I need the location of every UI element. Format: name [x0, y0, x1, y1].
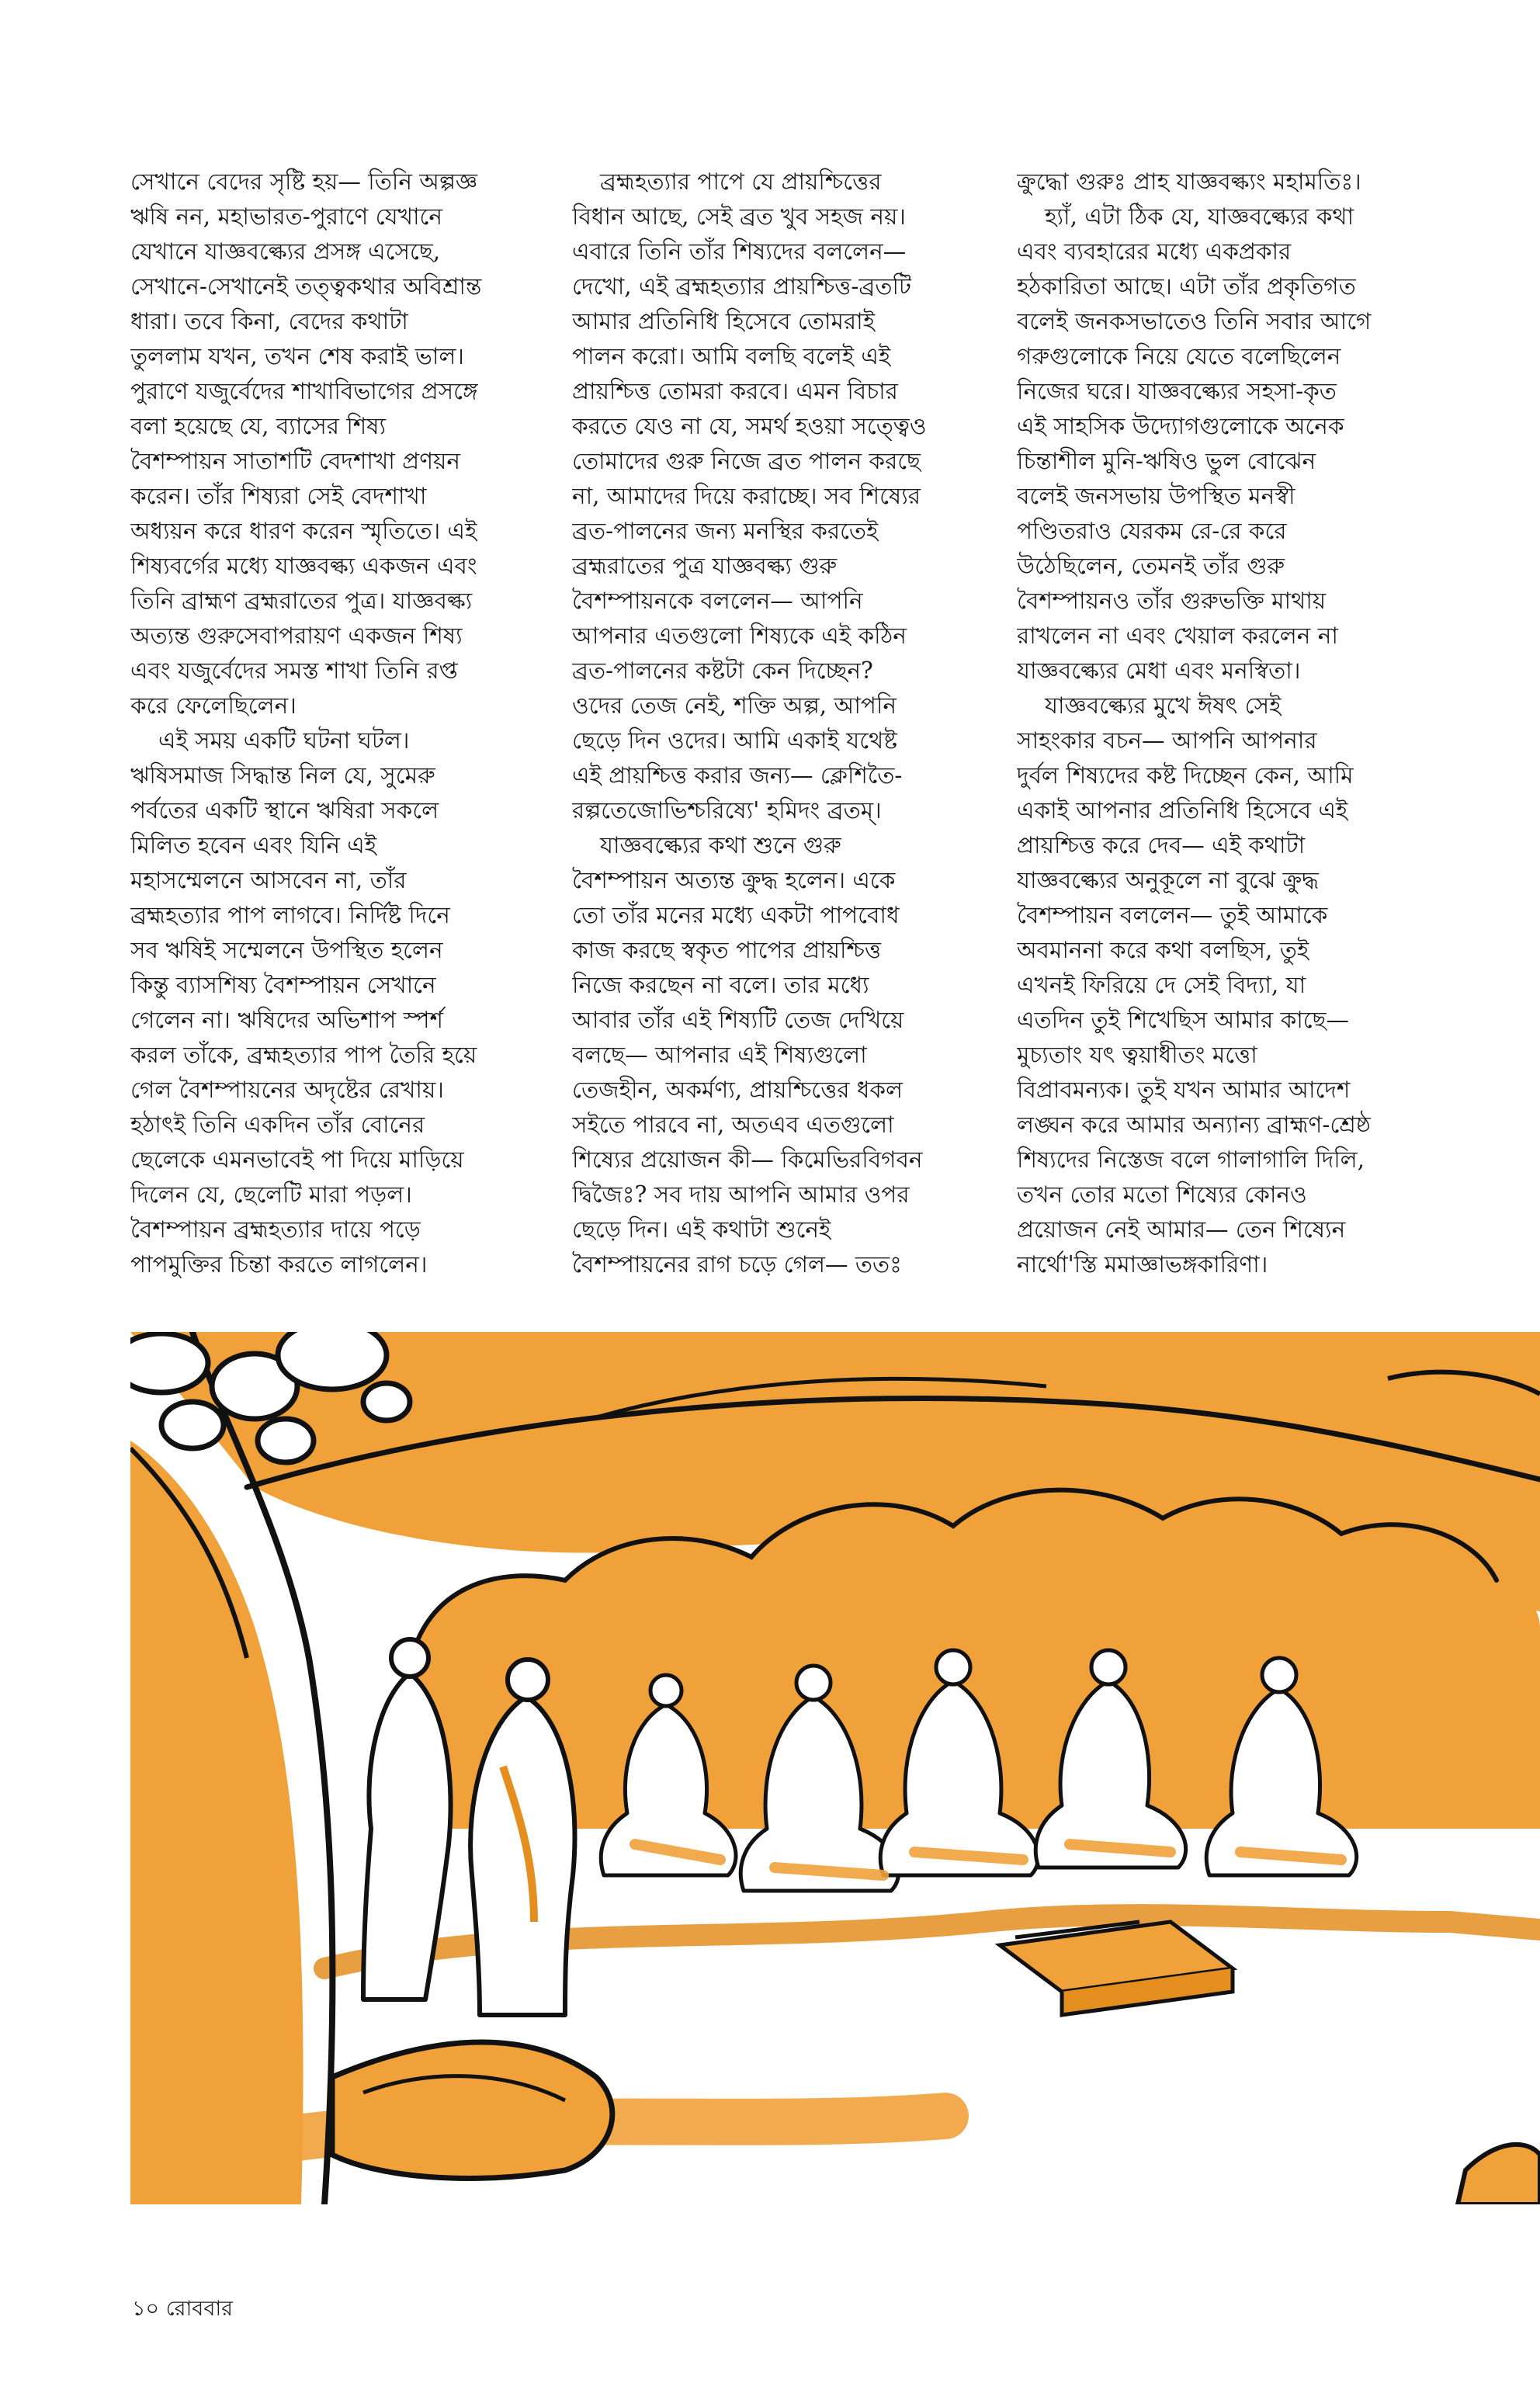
text-line: চিন্তাশীল মুনি-ঋষিও ভুল বোঝেন	[1017, 448, 1316, 474]
text-line: তখন তোর মতো শিষ্যের কোনও	[1017, 1181, 1307, 1208]
text-line: বৈশম্পায়ন অত্যন্ত ক্রুদ্ধ হলেন। একে	[572, 867, 896, 893]
text-line: এতদিন তুই শিখেছিস আমার কাছে—	[1017, 1007, 1350, 1033]
text-line: করতে যেও না যে, সমর্থ হওয়া সত্ত্বেও	[572, 413, 927, 439]
text-line: শিষ্যের প্রয়োজন কী— কিমেভিরবিগবন	[572, 1146, 923, 1173]
text-line: প্রায়শ্চিত্ত তোমরা করবে। এমন বিচার	[572, 378, 898, 404]
text-line: বৈশম্পায়নের রাগ চড়ে গেল— ততঃ	[572, 1251, 902, 1278]
text-line: সইতে পারবে না, অতএব এতগুলো	[572, 1112, 894, 1138]
text-line: পণ্ডিতরাও যেরকম রে-রে করে	[1017, 518, 1287, 544]
text-line: লঙ্ঘন করে আমার অন্যান্য ব্রাহ্মণ-শ্রেষ্ঠ	[1017, 1112, 1371, 1138]
text-line: ব্রত-পালনের কষ্টটা কেন দিচ্ছেন?	[572, 657, 873, 684]
sages-illustration	[130, 1332, 1540, 2204]
page-folio: ১০ রোববার	[132, 2297, 234, 2321]
text-line: দ্বিজৈঃ? সব দায় আপনি আমার ওপর	[572, 1181, 910, 1208]
text-line: এই প্রায়শ্চিত্ত করার জন্য— ক্লেশিতৈ-	[572, 762, 903, 789]
text-line: এই সাহসিক উদ্যোগগুলোকে অনেক	[1017, 413, 1344, 439]
text-line: প্রায়শ্চিত্ত করে দেব— এই কথাটা	[1017, 832, 1306, 858]
text-line: ব্রহ্মরাতের পুত্র যাজ্ঞবল্ক্য গুরু	[572, 553, 838, 579]
text-line: নার্থো'স্তি মমাজ্ঞাভঙ্গকারিণা।	[1017, 1251, 1268, 1278]
text-line: রল্পতেজোভিশ্চরিষ্যে' হমিদং ব্রতম্।	[572, 797, 882, 824]
text-line: হ্যাঁ, এটা ঠিক যে, যাজ্ঞবল্ক্যের কথা	[1045, 203, 1354, 230]
text-line: উঠেছিলেন, তেমনই তাঁর গুরু	[1017, 553, 1285, 579]
text-line: এই সময় একটি ঘটনা ঘটল।	[158, 727, 410, 754]
text-line: মহাসম্মেলনে আসবেন না, তাঁর	[130, 867, 407, 893]
text-line: বিপ্রাবমন্যক। তুই যখন আমার আদেশ	[1017, 1077, 1351, 1103]
text-line: পাপমুক্তির চিন্তা করতে লাগলেন।	[130, 1251, 428, 1278]
text-line: তো তাঁর মনের মধ্যে একটা পাপবোধ	[572, 902, 900, 928]
text-line: বৈশম্পায়ন সাতাশটি বেদশাখা প্রণয়ন	[130, 448, 461, 474]
text-line: সেখানে-সেখানেই তত্ত্বকথার অবিশ্রান্ত	[130, 273, 482, 300]
text-line: তেজহীন, অকর্মণ্য, প্রায়শ্চিত্তের ধকল	[572, 1077, 904, 1103]
text-line: হঠকারিতা আছে। এটা তাঁর প্রকৃতিগত	[1017, 273, 1356, 300]
text-line: বৈশম্পায়নকে বললেন— আপনি	[572, 588, 863, 614]
text-line: ব্রত-পালনের জন্য মনস্থির করতেই	[572, 518, 879, 544]
text-line: ঋষিসমাজ সিদ্ধান্ত নিল যে, সুমেরু	[130, 762, 435, 789]
text-line: পর্বতের একটি স্থানে ঋষিরা সকলে	[130, 797, 439, 824]
text-line: ছেড়ে দিন ওদের। আমি একাই যথেষ্ট	[572, 727, 897, 754]
article-column-3	[1017, 165, 1405, 1282]
text-line: ব্রহ্মহত্যার পাপে যে প্রায়শ্চিত্তের	[600, 168, 882, 195]
text-line: একাই আপনার প্রতিনিধি হিসেবে এই	[1017, 797, 1348, 824]
text-line: গেল বৈশম্পায়নের অদৃষ্টের রেখায়।	[130, 1077, 444, 1103]
text-line: তিনি ব্রাহ্মণ ব্রহ্মরাতের পুত্র। যাজ্ঞবল্ক্য	[130, 588, 473, 614]
text-line: সাহংকার বচন— আপনি আপনার	[1017, 727, 1317, 754]
illustration	[130, 1332, 1540, 2204]
text-line: করেন। তাঁর শিষ্যরা সেই বেদশাখা	[130, 483, 427, 509]
text-line: হঠাৎই তিনি একদিন তাঁর বোনের	[130, 1112, 425, 1138]
article-column-2	[572, 165, 960, 1282]
text-line: এবং যজুর্বেদের সমস্ত শাখা তিনি রপ্ত	[130, 657, 458, 684]
text-line: তুললাম যখন, তখন শেষ করাই ভাল।	[130, 343, 464, 369]
text-line: করল তাঁকে, ব্রহ্মহত্যার পাপ তৈরি হয়ে	[130, 1042, 477, 1068]
text-line: বলেই জনসভায় উপস্থিত মনস্বী	[1017, 483, 1295, 509]
article-column-1	[130, 165, 519, 1282]
text-line: বলেই জনকসভাতেও তিনি সবার আগে	[1017, 308, 1372, 335]
text-line: অত্যন্ত গুরুসেবাপরায়ণ একজন শিষ্য	[130, 623, 463, 649]
text-line: বলছে— আপনার এই শিষ্যগুলো	[572, 1042, 867, 1068]
text-line: বিধান আছে, সেই ব্রত খুব সহজ নয়।	[572, 203, 906, 230]
text-line: সব ঋষিই সম্মেলনে উপস্থিত হলেন	[130, 937, 443, 963]
text-line: গেলেন না। ঋষিদের অভিশাপ স্পর্শ	[130, 1007, 443, 1033]
text-line: যাজ্ঞবল্ক্যের মেধা এবং মনস্বিতা।	[1017, 657, 1301, 684]
text-line: করে ফেলেছিলেন।	[130, 692, 297, 719]
text-line: মুচ্যতাং যৎ ত্বয়াধীতং মত্তো	[1017, 1042, 1257, 1068]
text-line: এখনই ফিরিয়ে দে সেই বিদ্যা, যা	[1017, 972, 1306, 998]
text-line: তোমাদের গুরু নিজে ব্রত পালন করছে	[572, 448, 921, 474]
text-line: পুরাণে যজুর্বেদের শাখাবিভাগের প্রসঙ্গে	[130, 378, 478, 404]
text-line: যাজ্ঞবল্ক্যের কথা শুনে গুরু	[600, 832, 841, 858]
text-line: বলা হয়েছে যে, ব্যাসের শিষ্য	[130, 413, 387, 439]
text-line: ছেলেকে এমনভাবেই পা দিয়ে মাড়িয়ে	[130, 1146, 464, 1173]
text-line: আপনার এতগুলো শিষ্যকে এই কঠিন	[572, 623, 907, 649]
text-line: দিলেন যে, ছেলেটি মারা পড়ল।	[130, 1181, 412, 1208]
text-line: ক্রুদ্ধো গুরুঃ প্রাহ যাজ্ঞবল্ক্যং মহামতিঃ।	[1017, 168, 1361, 195]
text-line: যাজ্ঞবল্ক্যের মুখে ঈষৎ সেই	[1045, 692, 1282, 719]
text-line: মিলিত হবেন এবং যিনি এই	[130, 832, 377, 858]
text-line: বৈশম্পায়ন বললেন— তুই আমাকে	[1017, 902, 1328, 928]
text-line: না, আমাদের দিয়ে করাচ্ছে। সব শিষ্যের	[572, 483, 921, 509]
text-line: ঋষি নন, মহাভারত-পুরাণে যেখানে	[130, 203, 442, 230]
text-line: এবারে তিনি তাঁর শিষ্যদের বললেন—	[572, 238, 907, 265]
text-line: রাখলেন না এবং খেয়াল করলেন না	[1017, 623, 1338, 649]
text-line: যাজ্ঞবল্ক্যের অনুকূলে না বুঝে ক্রুদ্ধ	[1017, 867, 1319, 893]
text-line: শিষ্যদের নিস্তেজ বলে গালাগালি দিলি,	[1017, 1146, 1365, 1173]
text-line: ছেড়ে দিন। এই কথাটা শুনেই	[572, 1216, 831, 1243]
text-line: সেখানে বেদের সৃষ্টি হয়— তিনি অল্পজ্ঞ	[130, 168, 478, 195]
text-line: যেখানে যাজ্ঞবল্ক্যের প্রসঙ্গ এসেছে,	[130, 238, 441, 265]
text-line: অধ্যয়ন করে ধারণ করেন স্মৃতিতে। এই	[130, 518, 477, 544]
text-line: এবং ব্যবহারের মধ্যে একপ্রকার	[1017, 238, 1292, 265]
text-line: আবার তাঁর এই শিষ্যটি তেজ দেখিয়ে	[572, 1007, 904, 1033]
text-line: প্রয়োজন নেই আমার— তেন শিষ্যেন	[1017, 1216, 1346, 1243]
text-line: আমার প্রতিনিধি হিসেবে তোমরাই	[572, 308, 876, 335]
text-line: ওদের তেজ নেই, শক্তি অল্প, আপনি	[572, 692, 897, 719]
text-line: দুর্বল শিষ্যদের কষ্ট দিচ্ছেন কেন, আমি	[1017, 762, 1354, 789]
text-line: পালন করো। আমি বলছি বলেই এই	[572, 343, 891, 369]
text-line: কিন্তু ব্যাসশিষ্য বৈশম্পায়ন সেখানে	[130, 972, 436, 998]
text-line: নিজের ঘরে। যাজ্ঞবল্ক্যের সহসা-কৃত	[1017, 378, 1337, 404]
text-line: ব্রহ্মহত্যার পাপ লাগবে। নির্দিষ্ট দিনে	[130, 902, 450, 928]
text-line: শিষ্যবর্গের মধ্যে যাজ্ঞবল্ক্য একজন এবং	[130, 553, 477, 579]
text-line: নিজে করছেন না বলে। তার মধ্যে	[572, 972, 869, 998]
text-line: কাজ করছে স্বকৃত পাপের প্রায়শ্চিত্ত	[572, 937, 881, 963]
text-line: অবমাননা করে কথা বলছিস, তুই	[1017, 937, 1309, 963]
foreground-figure	[332, 2042, 612, 2178]
text-line: ধারা। তবে কিনা, বেদের কথাটা	[130, 308, 408, 335]
text-line: বৈশম্পায়ন ব্রহ্মহত্যার দায়ে পড়ে	[130, 1216, 421, 1243]
text-line: গরুগুলোকে নিয়ে যেতে বলেছিলেন	[1017, 343, 1341, 369]
text-line: বৈশম্পায়নও তাঁর গুরুভক্তি মাথায়	[1017, 588, 1327, 614]
text-line: দেখো, এই ব্রহ্মহত্যার প্রায়শ্চিত্ত-ব্রতটি	[572, 273, 911, 300]
